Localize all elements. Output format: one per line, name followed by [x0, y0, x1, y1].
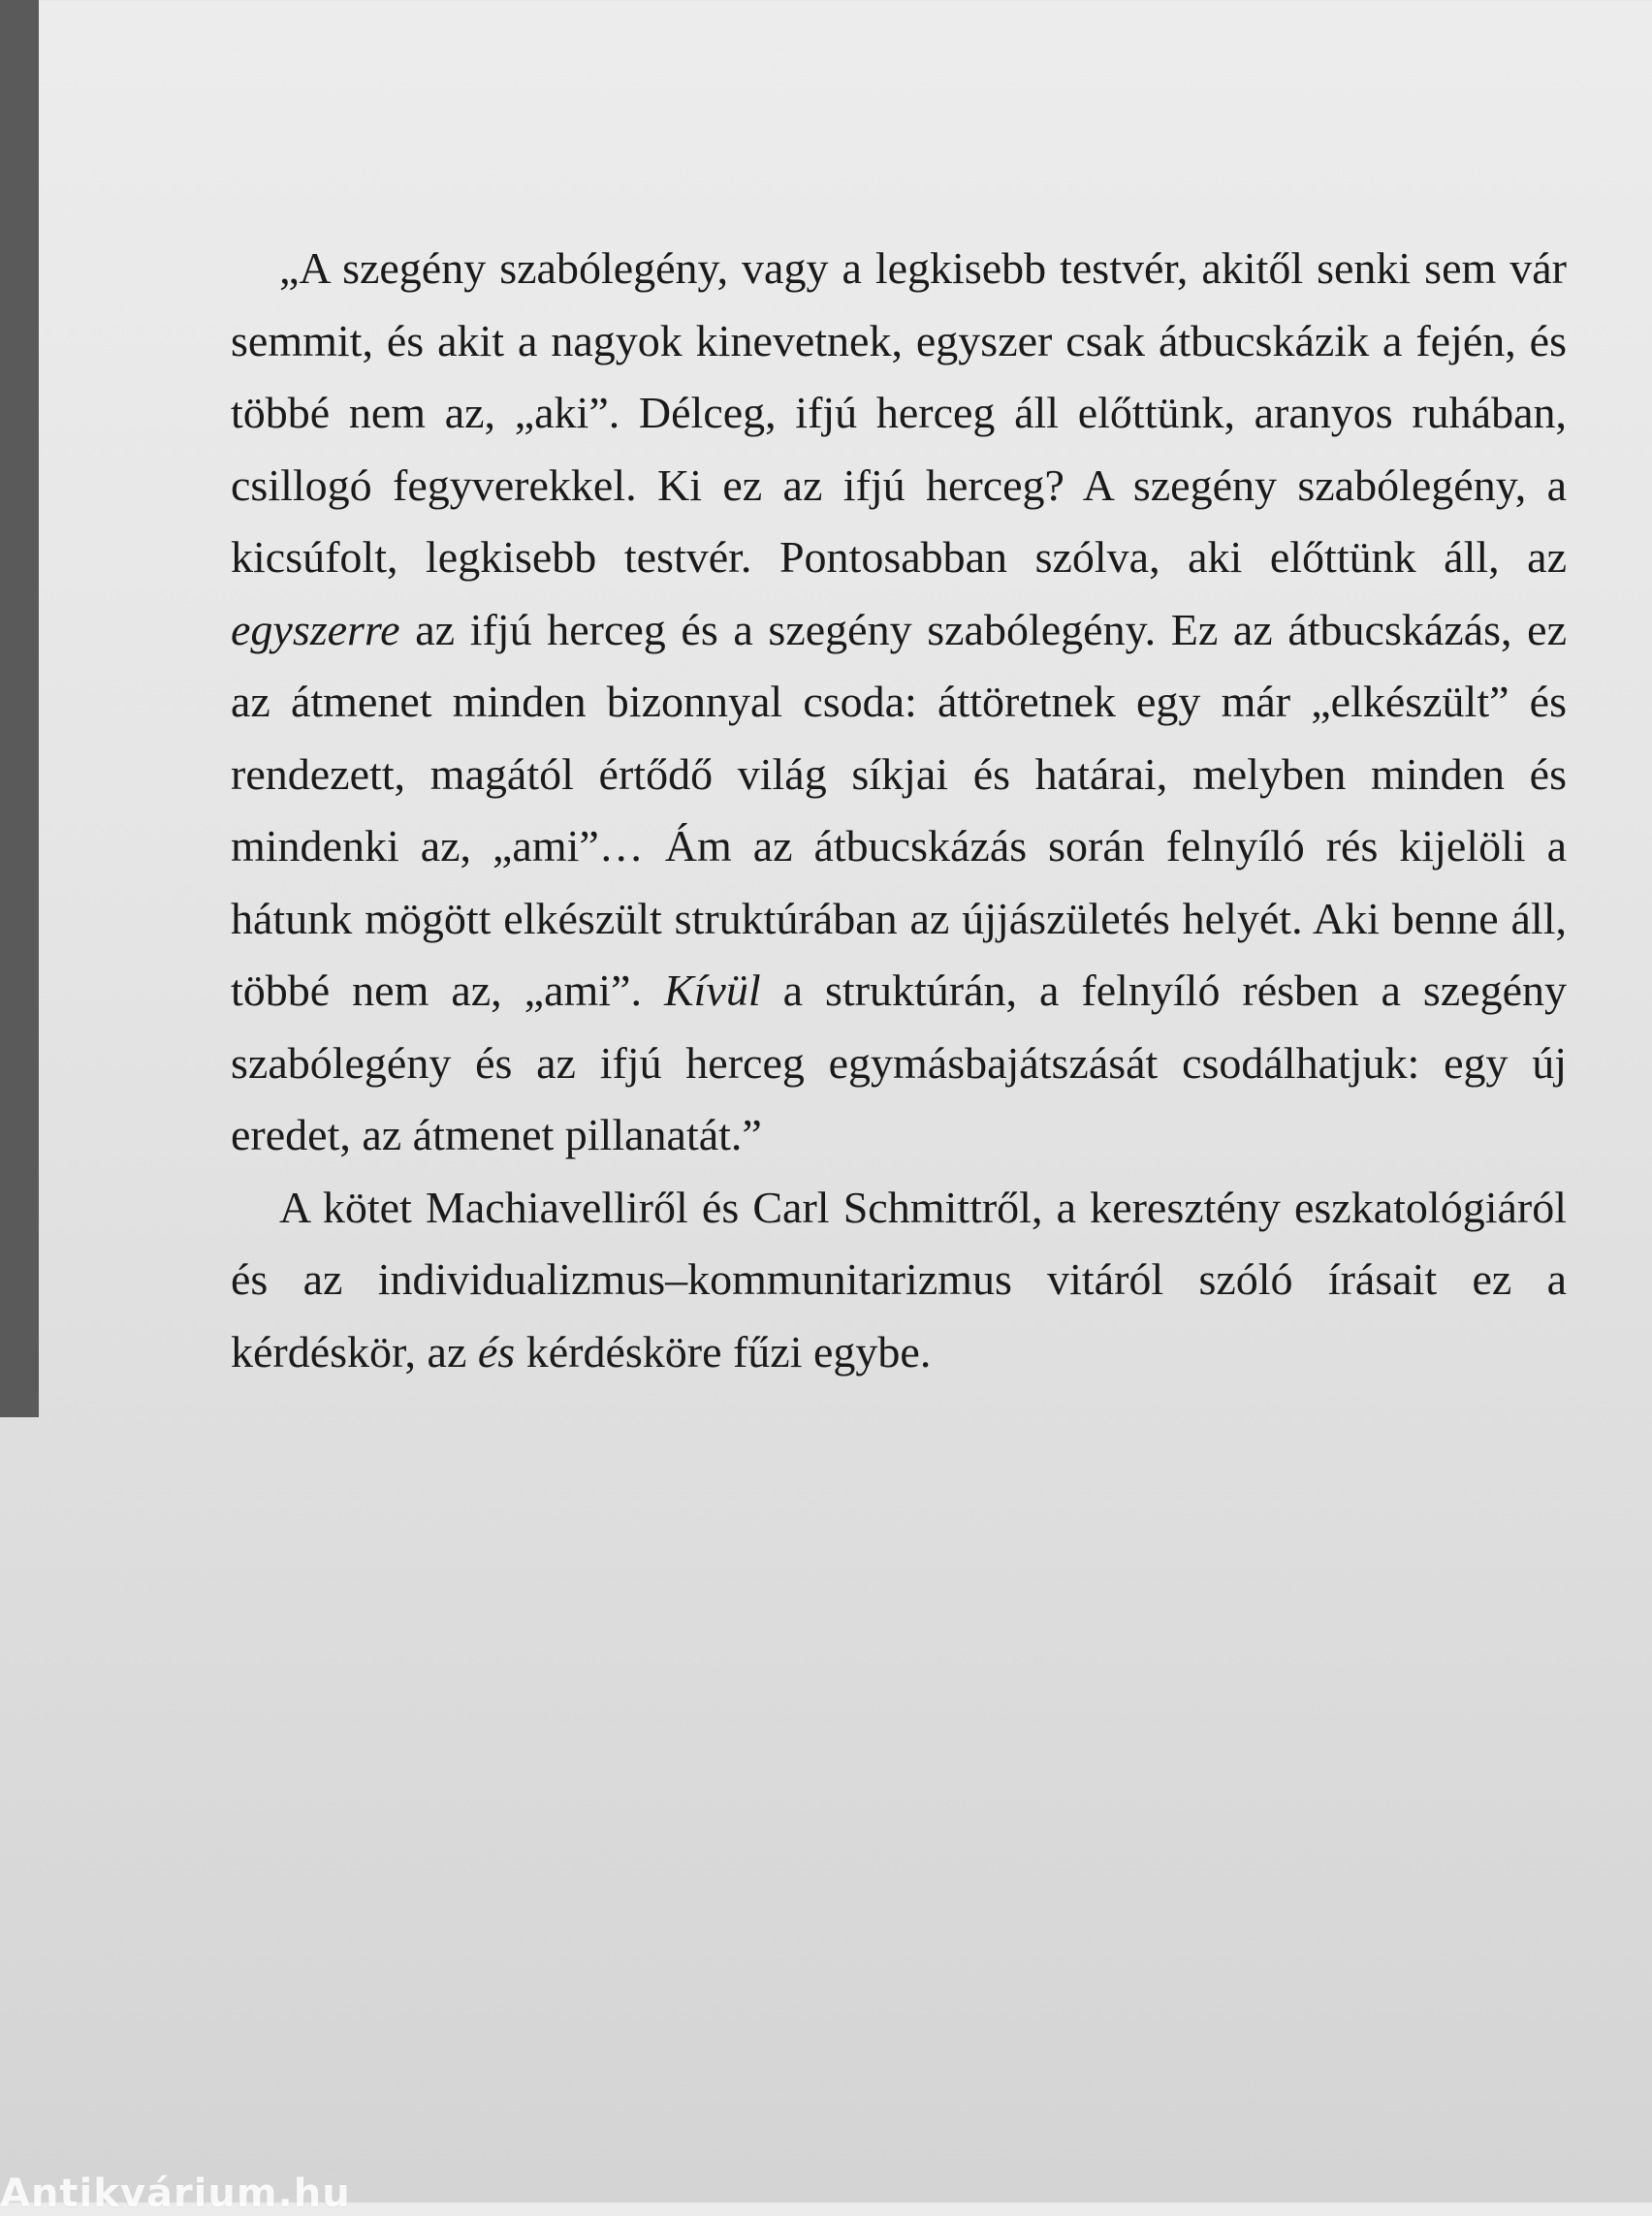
quote-text-part-1: „A szegény szabólegény, vagy a legkisebb testvér, akitől senki sem vár semmit, és akit a nagyok kinevetnek, egyszer csak átbucskázik a fején, és többé nem az, „aki”. Délceg, ifjú herceg áll előttünk, aranyos ruhában, csillogó fegyverekkel. Ki ez az ifjú herceg? A szegény szabólegény, a kicsúfolt, legkisebb testvér. Pontosabban szólva, aki előttünk áll, az [231, 243, 1567, 582]
quote-italic-kivul: Kívül [663, 966, 761, 1015]
quote-text-part-3: a struktúrán, a felnyíló résben a szegény szabólegény és az ifjú herceg egymásbajátszását csodálhatjuk: egy új eredet, az átmenet pillanatát.” [231, 966, 1567, 1159]
summary-italic-es: és [477, 1326, 516, 1377]
book-spine-edge [0, 0, 39, 1417]
quote-italic-egyszerre: egyszerre [231, 604, 400, 654]
summary-text-part-2: kérdésköre fűzi egybe. [515, 1326, 932, 1377]
quote-text-part-2: az ifjú herceg és a szegény szabólegény. Ez az átbucskázás, ez az átmenet minden bizonnyal csoda: áttöretnek egy már „elkészült” és rendezett, magától értődő világ síkjai és határai, melyben minden és mindenki az, „ami”… Ám az átbucskázás során felnyíló rés kijelöli a hátunk mögött elkészült struktúrában az újjászületés helyét. Aki benne áll, többé nem az, „ami”. [231, 604, 1567, 1015]
watermark-text: Antikvárium.hu [0, 2171, 351, 2216]
summary-text-part-1: A kötet Machiavelliről és Carl Schmittről, a keresztény eszkatológiáról és az individualizmus–kommunitarizmus vitáról szóló írásait ez a kérdéskör, az [231, 1182, 1567, 1377]
page-body [231, 233, 1567, 1388]
summary-paragraph [231, 1172, 1567, 1389]
quote-paragraph [231, 233, 1567, 1172]
